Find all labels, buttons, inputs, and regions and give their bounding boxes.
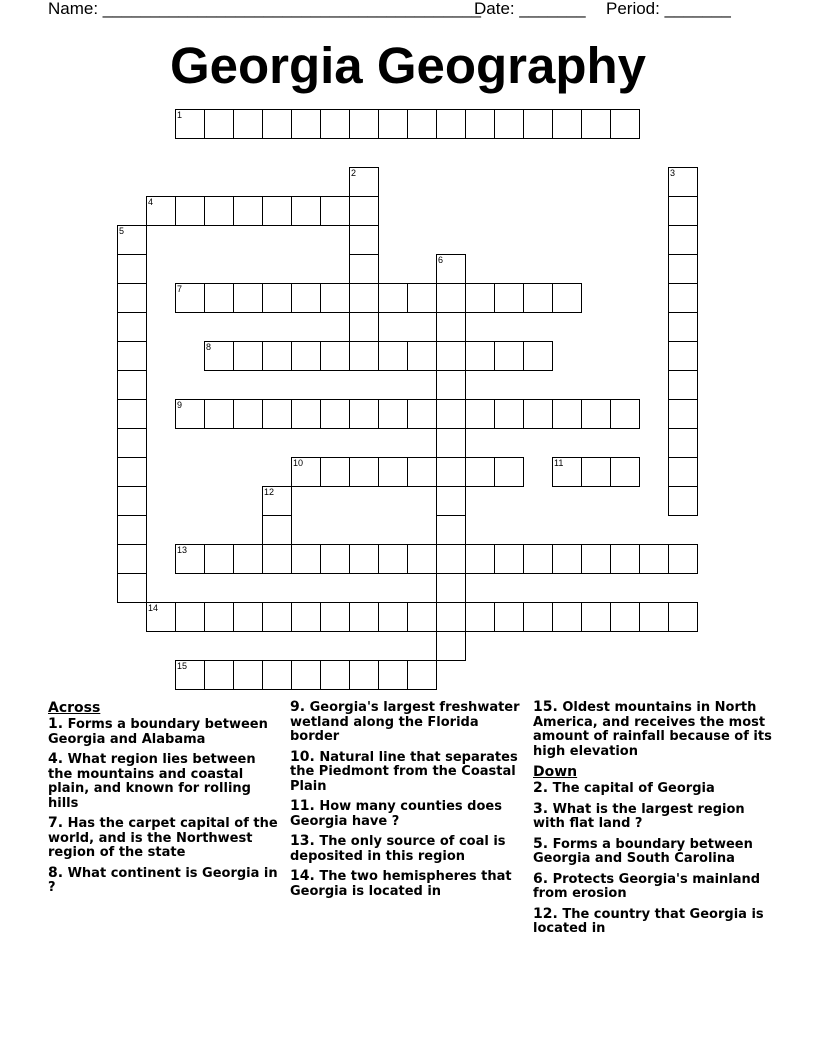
grid-cell[interactable] (291, 457, 321, 487)
grid-cell[interactable] (233, 602, 263, 632)
grid-cell[interactable] (349, 399, 379, 429)
grid-cell[interactable] (117, 428, 147, 458)
clue-number: 3. (533, 800, 549, 817)
grid-cell[interactable] (117, 573, 147, 603)
grid-cell[interactable] (204, 341, 234, 371)
grid-cell[interactable] (262, 196, 292, 226)
cell-number: 9 (177, 400, 183, 410)
grid-cell[interactable] (349, 341, 379, 371)
grid-cell[interactable] (668, 428, 698, 458)
grid-cell[interactable] (494, 109, 524, 139)
grid-cell[interactable] (668, 370, 698, 400)
clue-list (0, 700, 816, 1000)
grid-cell[interactable] (349, 167, 379, 197)
clue-number: 2. (533, 780, 549, 796)
grid-cell[interactable] (581, 602, 611, 632)
clue-across-7 (48, 816, 284, 861)
period-field: Period: _______ (606, 0, 731, 18)
grid-cell[interactable] (581, 399, 611, 429)
grid-cell[interactable] (349, 660, 379, 690)
grid-cell[interactable] (436, 486, 466, 516)
clue-column-3 (533, 700, 773, 942)
grid-cell[interactable] (436, 341, 466, 371)
grid-cell[interactable] (117, 399, 147, 429)
grid-cell[interactable] (610, 457, 640, 487)
grid-cell[interactable] (320, 457, 350, 487)
grid-cell[interactable] (436, 602, 466, 632)
grid-cell[interactable] (117, 370, 147, 400)
grid-cell[interactable] (494, 341, 524, 371)
cell-number: 7 (177, 284, 183, 294)
cell-number: 14 (148, 603, 159, 613)
grid-cell[interactable] (117, 341, 147, 371)
grid-cell[interactable] (378, 457, 408, 487)
clue-number: 1. (48, 716, 64, 732)
grid-cell[interactable] (204, 399, 234, 429)
clue-text: Protects Georgia's mainland from erosion (533, 871, 761, 901)
grid-cell[interactable] (523, 109, 553, 139)
grid-cell[interactable] (668, 457, 698, 487)
grid-cell[interactable] (436, 399, 466, 429)
grid-cell[interactable] (233, 341, 263, 371)
grid-cell[interactable] (668, 399, 698, 429)
grid-cell[interactable] (523, 544, 553, 574)
grid-cell[interactable] (291, 602, 321, 632)
grid-cell[interactable] (639, 602, 669, 632)
clue-across-15 (533, 700, 773, 759)
clue-text: Has the carpet capital of the world, and is the Northwest region of the state (48, 816, 278, 860)
grid-cell[interactable] (204, 602, 234, 632)
grid-cell[interactable] (117, 254, 147, 284)
grid-cell[interactable] (349, 312, 379, 342)
grid-cell[interactable] (668, 544, 698, 574)
grid-cell[interactable] (523, 399, 553, 429)
date-field: Date: _______ (474, 0, 586, 18)
clue-text: What continent is Georgia in ? (48, 865, 278, 895)
grid-cell[interactable] (204, 196, 234, 226)
grid-cell[interactable] (117, 544, 147, 574)
clue-across-9 (290, 700, 528, 745)
clue-number: 6. (533, 870, 549, 887)
grid-cell[interactable] (262, 515, 292, 545)
grid-cell[interactable] (378, 602, 408, 632)
grid-cell[interactable] (175, 660, 205, 690)
grid-cell[interactable] (320, 283, 350, 313)
grid-cell[interactable] (291, 196, 321, 226)
grid-cell[interactable] (320, 109, 350, 139)
grid-cell[interactable] (407, 544, 437, 574)
grid-cell[interactable] (436, 254, 466, 284)
clue-number: 14. (290, 868, 315, 884)
grid-cell[interactable] (233, 399, 263, 429)
grid-cell[interactable] (552, 457, 582, 487)
grid-cell[interactable] (552, 544, 582, 574)
grid-cell[interactable] (552, 283, 582, 313)
grid-cell[interactable] (233, 109, 263, 139)
clue-text: The capital of Georgia (548, 781, 715, 796)
grid-cell[interactable] (262, 341, 292, 371)
grid-cell[interactable] (436, 283, 466, 313)
grid-cell[interactable] (407, 660, 437, 690)
grid-cell[interactable] (465, 399, 495, 429)
grid-cell[interactable] (146, 196, 176, 226)
cell-number: 2 (351, 168, 357, 178)
grid-cell[interactable] (349, 544, 379, 574)
grid-cell[interactable] (436, 544, 466, 574)
grid-cell[interactable] (262, 399, 292, 429)
grid-cell[interactable] (407, 109, 437, 139)
clue-column-1 (48, 700, 284, 901)
grid-cell[interactable] (610, 399, 640, 429)
clue-text: How many counties does Georgia have ? (290, 799, 502, 829)
grid-cell[interactable] (349, 196, 379, 226)
grid-cell[interactable] (320, 544, 350, 574)
grid-cell[interactable] (407, 457, 437, 487)
grid-cell[interactable] (117, 312, 147, 342)
clue-text: What region lies between the mountains and coastal plain, and known for rolling hills (48, 752, 256, 811)
grid-cell[interactable] (378, 109, 408, 139)
grid-cell[interactable] (262, 109, 292, 139)
clue-across-1 (48, 717, 284, 747)
grid-cell[interactable] (407, 399, 437, 429)
grid-cell[interactable] (494, 283, 524, 313)
grid-cell[interactable] (581, 457, 611, 487)
clue-down-12 (533, 907, 773, 937)
clue-down-2 (533, 781, 773, 797)
cell-number: 8 (206, 342, 212, 352)
clue-text: Forms a boundary between Georgia and South Carolina (533, 836, 753, 866)
grid-cell[interactable] (146, 602, 176, 632)
clue-down-5 (533, 837, 773, 867)
clue-number: 8. (48, 864, 64, 881)
grid-cell[interactable] (610, 109, 640, 139)
grid-cell[interactable] (378, 341, 408, 371)
grid-cell[interactable] (494, 399, 524, 429)
clue-number: 11. (290, 798, 315, 814)
grid-cell[interactable] (436, 631, 466, 661)
grid-cell[interactable] (465, 544, 495, 574)
grid-cell[interactable] (407, 602, 437, 632)
clue-number: 13. (290, 833, 315, 849)
grid-cell[interactable] (320, 602, 350, 632)
grid-cell[interactable] (233, 660, 263, 690)
clue-number: 15. (533, 699, 558, 715)
grid-cell[interactable] (436, 370, 466, 400)
grid-cell[interactable] (291, 660, 321, 690)
grid-cell[interactable] (204, 109, 234, 139)
grid-cell[interactable] (349, 254, 379, 284)
grid-cell[interactable] (581, 544, 611, 574)
grid-cell[interactable] (436, 312, 466, 342)
grid-cell[interactable] (552, 399, 582, 429)
grid-cell[interactable] (436, 573, 466, 603)
cell-number: 13 (177, 545, 188, 555)
grid-cell[interactable] (436, 428, 466, 458)
clue-across-10 (290, 750, 528, 795)
grid-cell[interactable] (233, 544, 263, 574)
grid-cell[interactable] (465, 109, 495, 139)
grid-cell[interactable] (349, 283, 379, 313)
grid-cell[interactable] (668, 225, 698, 255)
grid-cell[interactable] (262, 660, 292, 690)
grid-cell[interactable] (552, 109, 582, 139)
grid-cell[interactable] (262, 486, 292, 516)
cell-number: 10 (293, 458, 304, 468)
grid-cell[interactable] (291, 109, 321, 139)
cell-number: 5 (119, 226, 125, 236)
grid-cell[interactable] (668, 341, 698, 371)
clue-text: Oldest mountains in North America, and receives the most amount of rainfall because of its high elevation (533, 700, 772, 759)
clue-text: The two hemispheres that Georgia is located in (290, 869, 512, 899)
grid-cell[interactable] (668, 196, 698, 226)
grid-cell[interactable] (465, 457, 495, 487)
clue-text: What is the largest region with flat land ? (533, 801, 745, 831)
grid-cell[interactable] (117, 457, 147, 487)
grid-cell[interactable] (320, 660, 350, 690)
grid-cell[interactable] (378, 544, 408, 574)
grid-cell[interactable] (262, 544, 292, 574)
grid-cell[interactable] (291, 399, 321, 429)
grid-cell[interactable] (465, 602, 495, 632)
grid-cell[interactable] (175, 283, 205, 313)
grid-cell[interactable] (175, 196, 205, 226)
grid-cell[interactable] (320, 341, 350, 371)
grid-cell[interactable] (436, 457, 466, 487)
grid-cell[interactable] (320, 399, 350, 429)
grid-cell[interactable] (175, 109, 205, 139)
grid-cell[interactable] (610, 602, 640, 632)
grid-cell[interactable] (552, 602, 582, 632)
grid-cell[interactable] (581, 109, 611, 139)
cell-number: 3 (670, 168, 676, 178)
grid-cell[interactable] (349, 457, 379, 487)
grid-cell[interactable] (523, 602, 553, 632)
grid-cell[interactable] (465, 341, 495, 371)
clue-text: Georgia's largest freshwater wetland along the Florida border (290, 700, 520, 744)
clue-number: 7. (48, 815, 64, 831)
grid-cell[interactable] (175, 602, 205, 632)
clue-across-8 (48, 866, 284, 896)
grid-cell[interactable] (291, 544, 321, 574)
clue-number: 9. (290, 699, 306, 715)
grid-cell[interactable] (668, 486, 698, 516)
grid-cell[interactable] (436, 109, 466, 139)
grid-cell[interactable] (407, 341, 437, 371)
page-title: Georgia Geography (169, 37, 647, 94)
clue-text: The country that Georgia is located in (533, 906, 764, 936)
grid-cell[interactable] (639, 544, 669, 574)
grid-cell[interactable] (378, 399, 408, 429)
clue-down-3 (533, 802, 773, 832)
grid-cell[interactable] (233, 196, 263, 226)
grid-cell[interactable] (320, 196, 350, 226)
grid-cell[interactable] (117, 283, 147, 313)
grid-cell[interactable] (291, 283, 321, 313)
grid-cell[interactable] (610, 544, 640, 574)
grid-cell[interactable] (204, 283, 234, 313)
cell-number: 1 (177, 110, 183, 120)
grid-cell[interactable] (494, 602, 524, 632)
grid-cell[interactable] (291, 341, 321, 371)
clue-across-11 (290, 799, 528, 829)
clue-number: 10. (290, 748, 315, 765)
grid-cell[interactable] (349, 109, 379, 139)
grid-cell[interactable] (349, 225, 379, 255)
grid-cell[interactable] (668, 283, 698, 313)
clue-text: Natural line that separates the Piedmont from the Coastal Plain (290, 749, 518, 794)
grid-cell[interactable] (262, 283, 292, 313)
grid-cell[interactable] (668, 167, 698, 197)
clue-across-13 (290, 834, 528, 864)
grid-cell[interactable] (378, 660, 408, 690)
clue-down-6 (533, 872, 773, 902)
clue-text: Forms a boundary between Georgia and Alabama (48, 717, 268, 747)
grid-cell[interactable] (494, 544, 524, 574)
grid-cell[interactable] (233, 283, 263, 313)
clue-number: 5. (533, 835, 549, 852)
grid-cell[interactable] (349, 602, 379, 632)
grid-cell[interactable] (117, 486, 147, 516)
grid-cell[interactable] (175, 544, 205, 574)
cell-number: 4 (148, 197, 154, 207)
grid-cell[interactable] (494, 457, 524, 487)
grid-cell[interactable] (378, 283, 408, 313)
clue-text: The only source of coal is deposited in this region (290, 834, 506, 864)
grid-cell[interactable] (668, 602, 698, 632)
clue-across-4 (48, 752, 284, 811)
cell-number: 11 (554, 458, 564, 468)
grid-cell[interactable] (204, 660, 234, 690)
grid-cell[interactable] (175, 399, 205, 429)
clue-column-2 (290, 700, 528, 904)
cell-number: 12 (264, 487, 275, 497)
clue-number: 12. (533, 905, 558, 922)
grid-cell[interactable] (117, 225, 147, 255)
grid-cell[interactable] (465, 283, 495, 313)
across-heading: Across (48, 700, 101, 716)
grid-cell[interactable] (117, 515, 147, 545)
cell-number: 15 (177, 661, 188, 671)
grid-cell[interactable] (407, 283, 437, 313)
grid-cell[interactable] (668, 312, 698, 342)
grid-cell[interactable] (668, 254, 698, 284)
grid-cell[interactable] (262, 602, 292, 632)
clue-across-14 (290, 869, 528, 899)
name-field: Name: ________________________________________ (48, 0, 481, 18)
grid-cell[interactable] (204, 544, 234, 574)
grid-cell[interactable] (436, 515, 466, 545)
cell-number: 6 (438, 255, 444, 265)
grid-cell[interactable] (523, 341, 553, 371)
clue-number: 4. (48, 751, 64, 767)
grid-cell[interactable] (523, 283, 553, 313)
down-heading: Down (533, 764, 578, 780)
